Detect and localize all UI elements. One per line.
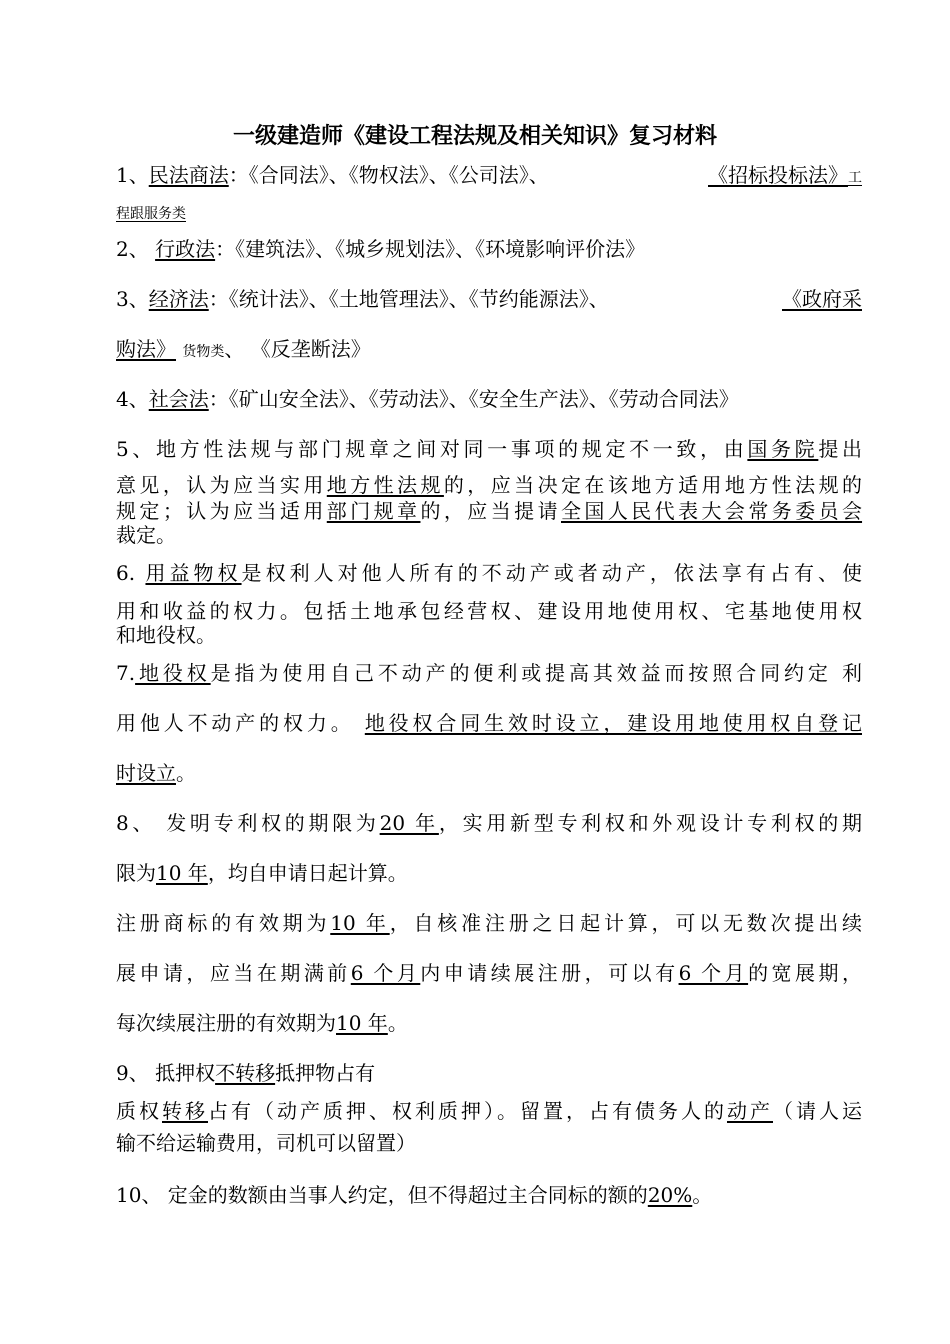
trademark-line-3: 每次续展注册的有效期为10 年。	[116, 1011, 408, 1035]
item-3-line-1: 3、经济法：《统计法》、《土地管理法》、《节约能源法》、 《政府采	[116, 287, 862, 311]
item-8-line-2: 限为10 年，均自申请日起计算。	[116, 861, 408, 885]
item-5-line-2: 意见，认为应当实用地方性法规的，应当决定在该地方适用地方性法规的	[116, 473, 863, 497]
item-5-line-1: 5、地方性法规与部门规章之间对同一事项的规定不一致，由国务院提出	[116, 437, 862, 461]
item-4: 4、社会法：《矿山安全法》、《劳动法》、《安全生产法》、《劳动合同法》	[116, 387, 739, 411]
item-8-line-1: 8、 发明专利权的期限为20 年，实用新型专利权和外观设计专利权的期	[116, 811, 862, 835]
term-bidding-law: 《招标投标法》	[708, 163, 848, 187]
term-easement: 地役权	[135, 661, 211, 685]
item-9-line-2: 质权转移占有（动产质押、权利质押）。留置，占有债务人的动产（请人运	[116, 1099, 862, 1123]
term-administrative-law: 行政法	[155, 237, 216, 261]
item-5-line-4: 裁定。	[116, 523, 176, 547]
item-6-line-1: 6. 用益物权是权利人对他人所有的不动产或者动产，依法享有占有、使	[116, 561, 863, 585]
item-5-line-3: 规定；认为应当适用部门规章的，应当提请全国人民代表大会常务委员会	[116, 499, 863, 523]
item-2: 2、 行政法：《建筑法》、《城乡规划法》、《环境影响评价法》	[116, 237, 646, 261]
trademark-line-1: 注册商标的有效期为10 年，自核准注册之日起计算，可以无数次提出续	[116, 911, 863, 935]
term-economic-law: 经济法	[148, 287, 209, 311]
item-6-line-2: 用和收益的权力。包括土地承包经营权、建设用地使用权、宅基地使用权	[116, 599, 862, 623]
term-usufruct: 用益物权	[145, 561, 242, 585]
term-civil-commercial-law: 民法商法	[148, 163, 229, 187]
item-6-line-3: 和地役权。	[116, 623, 216, 647]
term-social-law: 社会法	[148, 387, 209, 411]
term-procurement-law: 《政府采	[782, 287, 862, 311]
item-7-line-3: 时设立。	[116, 761, 196, 785]
document-title: 一级建造师《建设工程法规及相关知识》复习材料	[232, 123, 717, 149]
item-10: 10、 定金的数额由当事人约定，但不得超过主合同标的额的20%。	[116, 1183, 713, 1207]
item-1-line-1: 1、民法商法：《合同法》、《物权法》、《公司法》、 《招标投标法》工	[116, 163, 862, 187]
item-3-line-2: 购法》 货物类、 《反垄断法》	[116, 337, 371, 361]
item-9-line-1: 9、 抵押权不转移抵押物占有	[116, 1061, 376, 1085]
item-7-line-1: 7.地役权是指为使用自己不动产的便利或提高其效益而按照合同约定 利	[116, 661, 863, 685]
trademark-line-2: 展申请，应当在期满前6 个月内申请续展注册，可以有6 个月的宽展期，	[116, 961, 862, 985]
item-9-line-3: 输不给运输费用，司机可以留置）	[116, 1131, 416, 1155]
item-7-line-2: 用他人不动产的权力。 地役权合同生效时设立，建设用地使用权自登记	[116, 711, 862, 735]
item-1-line-2: 程跟服务类	[116, 206, 186, 222]
